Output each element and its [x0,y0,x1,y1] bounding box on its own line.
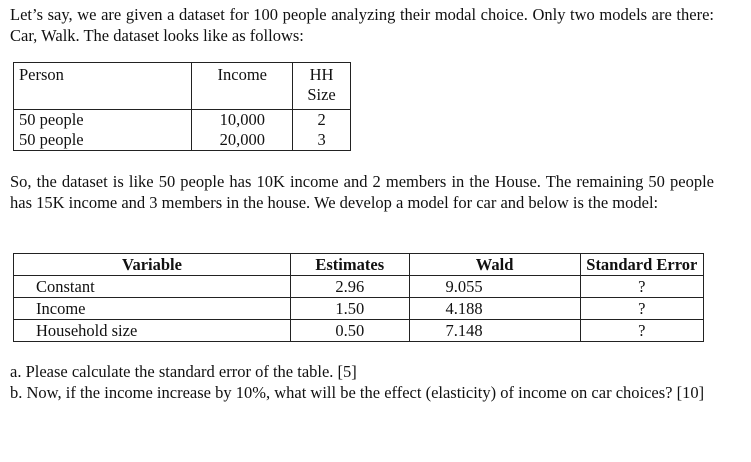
header-standard-error: Standard Error [580,254,703,276]
table-header-row [14,63,351,110]
model-table [13,253,704,342]
header-wald: Wald [409,254,580,276]
header-size: Size [307,85,336,104]
header-income: Income [192,63,293,110]
questions [10,361,714,403]
table-row [14,276,704,298]
cell-variable: Constant [14,276,291,298]
table-row [14,298,704,320]
cell-estimate: 1.50 [291,298,410,320]
table-row [14,130,351,151]
header-person: Person [14,63,192,110]
cell-variable: Household size [14,320,291,342]
cell-variable: Income [14,298,291,320]
cell-person: 50 people [14,110,192,131]
cell-hh-size: 3 [293,130,351,151]
cell-income: 10,000 [192,110,293,131]
cell-standard-error: ? [580,298,703,320]
table-header-row [14,254,704,276]
cell-person: 50 people [14,130,192,151]
cell-wald: 7.148 [409,320,580,342]
cell-wald: 4.188 [409,298,580,320]
header-variable: Variable [14,254,291,276]
cell-standard-error: ? [580,320,703,342]
dataset-table [13,62,351,151]
middle-paragraph: So, the dataset is like 50 people has 10K income and 2 members in the House. The remaining 50 people has 15K income and 3 members in the house. We develop a model for car and below is the model: [10,172,714,212]
table-row [14,110,351,131]
cell-income: 20,000 [192,130,293,151]
question-a: a. Please calculate the standard error of the table. [5] [10,362,357,381]
cell-estimate: 0.50 [291,320,410,342]
table-row [14,320,704,342]
header-estimates: Estimates [291,254,410,276]
cell-hh-size: 2 [293,110,351,131]
question-b: b. Now, if the income increase by 10%, what will be the effect (elasticity) of income on car choices? [10] [10,383,705,402]
header-hh: HH [309,65,334,84]
cell-standard-error: ? [580,276,703,298]
header-hh-size [293,63,351,110]
cell-wald: 9.055 [409,276,580,298]
cell-estimate: 2.96 [291,276,410,298]
intro-paragraph: Let’s say, we are given a dataset for 100 people analyzing their modal choice. Only two models are there: Car, Walk. The dataset looks like as follows: [10,5,714,45]
